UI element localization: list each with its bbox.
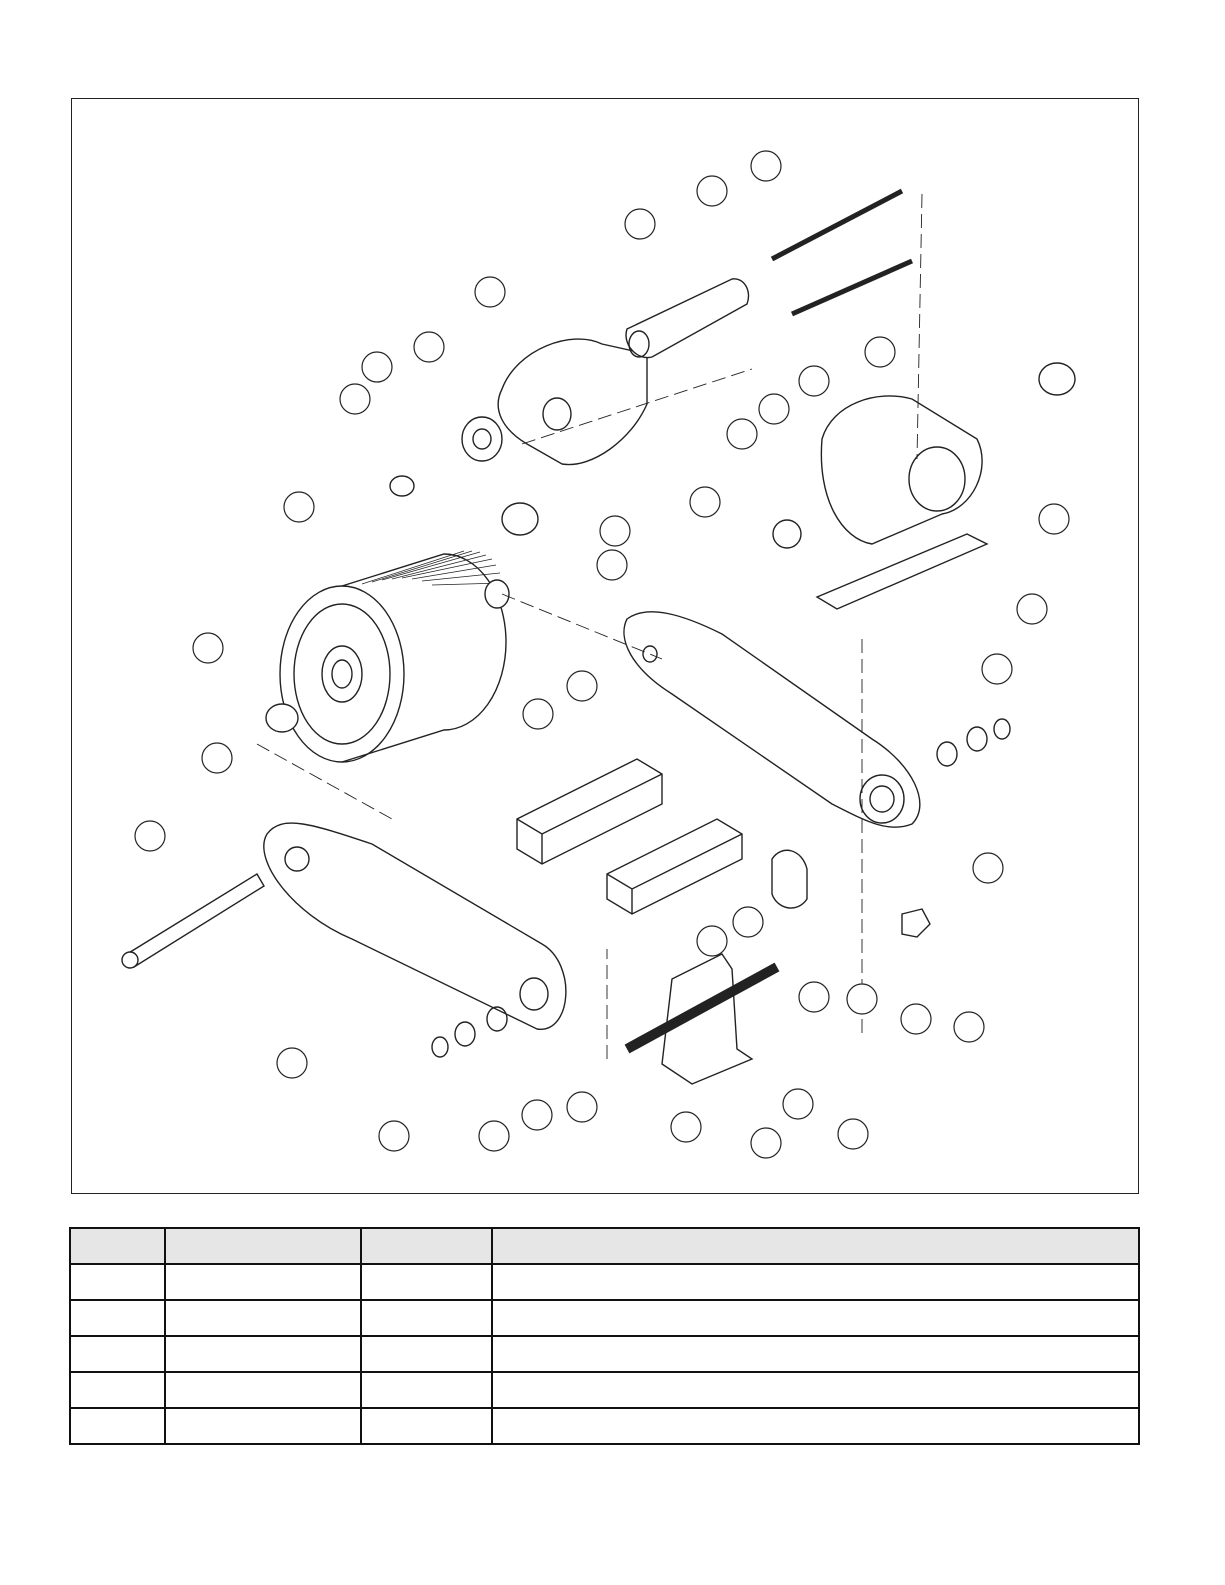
drum-pulley (280, 551, 506, 762)
exploded-view-drawing (72, 99, 1140, 1195)
washer-3 (487, 1007, 507, 1031)
table-row (70, 1336, 1139, 1372)
callout-balloons (135, 151, 1069, 1158)
table-cell (361, 1408, 492, 1444)
table-cell (492, 1408, 1139, 1444)
column-header (492, 1228, 1139, 1264)
table-cell (165, 1264, 361, 1300)
washer-2 (455, 1022, 475, 1046)
star-knob (902, 909, 930, 937)
table-cell (70, 1408, 165, 1444)
table-cell (361, 1372, 492, 1408)
knob-small (390, 476, 414, 496)
table-cell (70, 1336, 165, 1372)
upper-housing (498, 339, 647, 465)
table-cell (165, 1372, 361, 1408)
cam-lever (772, 850, 807, 908)
roller (626, 279, 748, 358)
knurled-knob-right (1039, 363, 1075, 395)
table-cell (70, 1264, 165, 1300)
table-row (70, 1264, 1139, 1300)
lower-block (607, 819, 742, 914)
table-cell (361, 1264, 492, 1300)
collar (773, 520, 801, 548)
table-cell (165, 1300, 361, 1336)
washer-1 (432, 1037, 448, 1057)
table-row (70, 1300, 1139, 1336)
table-cell (492, 1264, 1139, 1300)
right-housing (821, 396, 982, 544)
exploded-view-diagram (71, 98, 1139, 1194)
table-cell (361, 1336, 492, 1372)
upper-block (517, 759, 662, 864)
table-cell (492, 1336, 1139, 1372)
bushing-left (266, 704, 298, 732)
table-cell (361, 1300, 492, 1336)
washer-4 (937, 742, 957, 766)
parts-list-table (69, 1227, 1140, 1445)
column-header (361, 1228, 492, 1264)
column-header (70, 1228, 165, 1264)
table-cell (492, 1300, 1139, 1336)
table-cell (165, 1336, 361, 1372)
knurled-knob (502, 503, 538, 535)
spacer (485, 580, 509, 608)
ring-6 (994, 719, 1010, 739)
table-cell (165, 1408, 361, 1444)
table-cell (70, 1300, 165, 1336)
hub-pulley (462, 417, 502, 461)
mounting-plate (817, 534, 987, 609)
washer-5 (967, 727, 987, 751)
left-shaft (122, 874, 264, 968)
table-row (70, 1408, 1139, 1444)
table-cell (492, 1372, 1139, 1408)
column-header (165, 1228, 361, 1264)
table-cell (70, 1372, 165, 1408)
table-header-row (70, 1228, 1139, 1264)
table-row (70, 1372, 1139, 1408)
